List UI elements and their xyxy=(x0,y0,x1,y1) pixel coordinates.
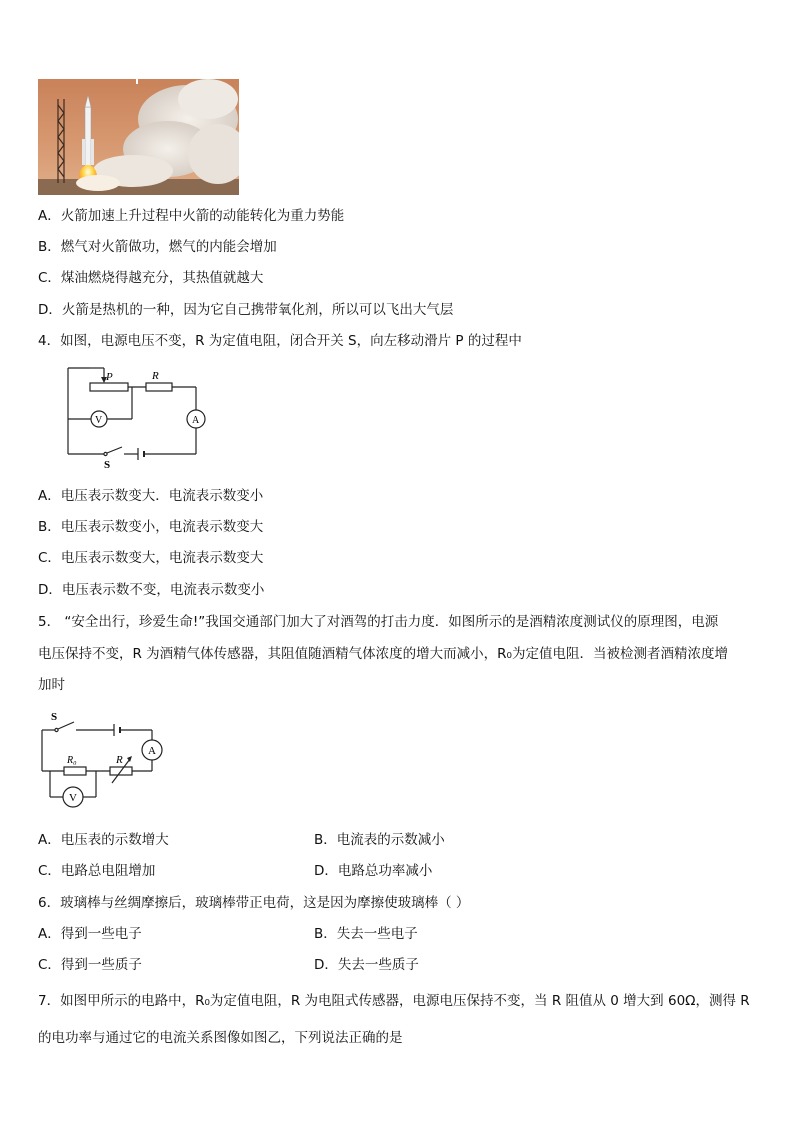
q5-circuit-diagram xyxy=(36,708,176,820)
q7-stem-line-2: 的电功率与通过它的电流关系图像如图乙，下列说法正确的是 xyxy=(38,1030,403,1046)
q4-label-p: P xyxy=(106,371,113,383)
q4-label-r: R xyxy=(152,370,159,382)
q4-option-d: D．电压表示数不变，电流表示数变小 xyxy=(38,582,265,598)
q7-stem-line-1: 7．如图甲所示的电路中，R₀为定值电阻，R 为电阻式传感器，电源电压保持不变，当 R 阻值从 0 增大到 60Ω，测得 R xyxy=(38,993,750,1009)
q5-label-r: R xyxy=(116,754,123,766)
q5-stem-line-2: 电压保持不变，R 为酒精气体传感器，其阻值随酒精气体浓度的增大而减小，R₀为定值电阻．当被检测者酒精浓度增 xyxy=(38,646,728,662)
q4-stem: 4．如图，电源电压不变，R 为定值电阻，闭合开关 S，向左移动滑片 P 的过程中 xyxy=(38,333,522,349)
q6-stem: 6．玻璃棒与丝绸摩擦后，玻璃棒带正电荷，这是因为摩擦使玻璃棒（ ） xyxy=(38,895,470,911)
q4-switch-label: S xyxy=(104,459,111,471)
q4-option-a: A．电压表示数变大．电流表示数变小 xyxy=(38,488,264,504)
q5-option-c: C．电路总电阻增加 xyxy=(38,863,156,879)
q6-option-a: A．得到一些电子 xyxy=(38,926,142,942)
q3-option-a: A．火箭加速上升过程中火箭的动能转化为重力势能 xyxy=(38,208,345,224)
q4-rheostat xyxy=(90,383,128,391)
q5-ammeter-label: A xyxy=(148,745,156,757)
q5-option-a: A．电压表的示数增大 xyxy=(38,832,169,848)
q4-circuit-diagram xyxy=(60,362,220,476)
q3-option-d: D．火箭是热机的一种，因为它自己携带氧化剂，所以可以飞出大气层 xyxy=(38,302,454,318)
q5-voltmeter-label: V xyxy=(69,792,77,804)
q5-label-r0: R₀ xyxy=(67,755,77,766)
q6-option-b: B．失去一些电子 xyxy=(314,926,418,942)
q6-option-c: C．得到一些质子 xyxy=(38,957,142,973)
q4-option-b: B．电压表示数变小，电流表示数变大 xyxy=(38,519,264,535)
rocket-launch-photo xyxy=(38,79,239,195)
q3-option-c: C．煤油燃烧得越充分，其热值就越大 xyxy=(38,270,264,286)
q5-option-d: D．电路总功率减小 xyxy=(314,863,433,879)
q5-stem-line-1: 5． “安全出行，珍爱生命!”我国交通部门加大了对酒驾的打击力度．如图所示的是酒精浓度测试仪的原理图，电源 xyxy=(38,614,719,630)
q3-option-b: B．燃气对火箭做功，燃气的内能会增加 xyxy=(38,239,277,255)
q4-option-c: C．电压表示数变大，电流表示数变大 xyxy=(38,550,264,566)
q5-switch-label: S xyxy=(51,711,58,723)
q5-stem-line-3: 加时 xyxy=(38,677,65,693)
q5-option-b: B．电流表的示数减小 xyxy=(314,832,445,848)
q6-option-d: D．失去一些质子 xyxy=(314,957,419,973)
q4-ammeter-label: A xyxy=(192,415,200,426)
q4-voltmeter-label: V xyxy=(95,415,103,426)
